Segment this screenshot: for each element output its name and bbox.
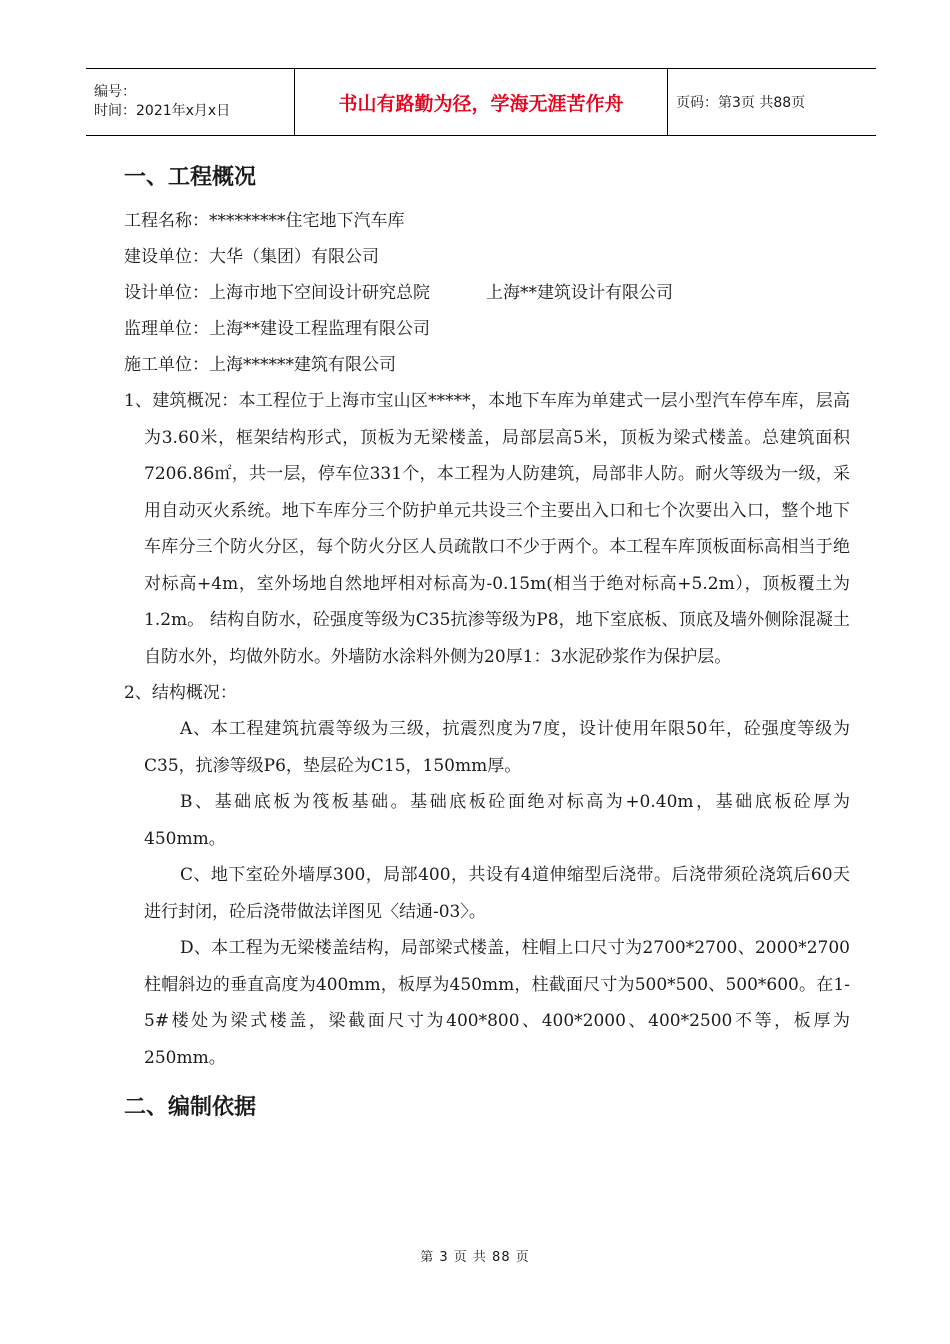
header-time-label: 时间：2021年x月x日: [94, 103, 231, 119]
structure-item-a: A、本工程建筑抗震等级为三级，抗震烈度为7度，设计使用年限50年，砼强度等级为C35，抗渗等级P6，垫层砼为C15，150mm厚。: [144, 719, 850, 776]
owner-unit: 建设单位：大华（集团）有限公司: [124, 247, 379, 267]
structure-overview-title: 2、结构概况：: [124, 683, 237, 703]
architecture-overview: 1、建筑概况：本工程位于上海市宝山区*****，本地下车库为单建式一层小型汽车停车库，层高为3.60米，框架结构形式，顶板为无梁楼盖，局部层高5米，顶板为梁式楼盖。总建筑面积7206.86㎡，共一层，停车位331个，本工程为人防建筑，局部非人防。耐火等级为一级，采用自动灭火系统。地下车库分三个防护单元共设三个主要出入口和七个次要出入口，整个地下车库分三个防火分区，每个防火分区人员疏散口不少于两个。本工程车库顶板面标高相当于绝对标高+4m，室外场地自然地坪相对标高为-0.15m(相当于绝对标高+5.2m），顶板覆土为1.2m。 结构自防水，砼强度等级为C35抗渗等级为P8，地下室底板、顶底及墙外侧除混凝土自防水外，均做外防水。外墙防水涂料外侧为20厚1：3水泥砂浆作为保护层。: [124, 391, 850, 667]
design-unit-2: 上海**建筑设计有限公司: [486, 283, 673, 303]
design-units: [124, 275, 850, 311]
header-motto: 书山有路勤为径，学海无涯苦作舟: [295, 69, 668, 136]
structure-item-c: C、地下室砼外墙厚300，局部400，共设有4道伸缩型后浇带。后浇带须砼浇筑后60天进行封闭，砼后浇带做法详图见〈结通-03〉。: [144, 865, 850, 922]
header-page-label: 页码：第3页 共88页: [668, 69, 877, 136]
construction-unit: 施工单位：上海******建筑有限公司: [124, 355, 396, 375]
page-footer: 第 3 页 共 88 页: [420, 1250, 530, 1265]
structure-item-d: D、本工程为无梁楼盖结构，局部梁式楼盖，柱帽上口尺寸为2700*2700、2000*2700柱帽斜边的垂直高度为400mm，板厚为450mm，柱截面尺寸为500*500、500*600。在1-5#楼处为梁式楼盖，梁截面尺寸为400*800、400*2000、400*2500不等，板厚为250mm。: [144, 938, 850, 1068]
supervision-unit: 监理单位：上海**建设工程监理有限公司: [124, 319, 430, 339]
design-unit-1: 设计单位：上海市地下空间设计研究总院: [124, 283, 430, 303]
section-1-title: 一、工程概况: [124, 165, 257, 190]
document-body: [124, 160, 850, 1121]
page-header: [86, 68, 876, 136]
structure-item-b: B、基础底板为筏板基础。基础底板砼面绝对标高为+0.40m，基础底板砼厚为450mm。: [144, 792, 850, 849]
section-2-title: 二、编制依据: [124, 1095, 257, 1120]
project-name: 工程名称：*********住宅地下汽车库: [124, 211, 405, 231]
header-meta: [86, 69, 295, 136]
header-number-label: 编号：: [94, 84, 136, 100]
